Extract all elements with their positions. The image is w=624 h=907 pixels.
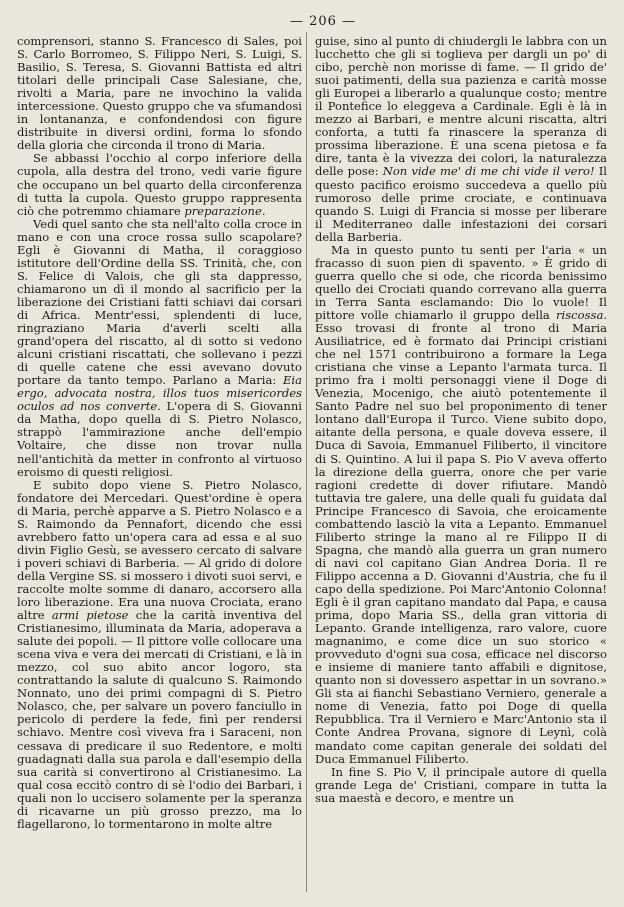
paragraph-text: . Esso trovasi di fronte al trono di Maria Ausiliatrice, ed è formato dai Principi cristiani che nel 1571 contribuirono a formare la Lega cristiana che vinse a Lepanto l'armata turca. Il primo fra i molti personaggi viene il Doge di Venezia, Mocenigo, che aiutò potentemente il Santo Padre nel suo bel proponimento di tener lontano dall'Europa il Turco. Viene subito dopo, aitante della persona, e quale doveva essere, il Duca di Savoia, Emmanuel Filiberto, il vincitore di S. Quintino. A lui il papa S. Pio V aveva offerto la direzione della guerra, onore che per varie ragioni credette di dover rifiutare. Mandò tuttavia tre galere, una delle quali fu guidata dal Principe Francesco di Savoia, che eroicamente combattendo lasciò la vita a Lepanto. Emmanuel Filiberto stringe la mano al re Filippo II di Spagna, che mandò alla guerra un gran numero di navi col capitano Gian Andrea Doria. Il re Filippo accenna a D. Giovanni d'Austria, che fu il capo della spedizione. Poi Marc'Antonio Colonna! Egli è il gran capitano mandato dal Papa, e causa prima, dopo Maria SS., della gran vittoria di Lepanto. Grande intelligenza, raro valore, cuore magnanimo, e come dice un suo storico « provveduto d'ogni sua cosa, efficace nel discorso e insieme di maniere tanto affabili e dignitose, quanto non si dovessero aspettar in un sovrano.» Gli sta ai fianchi Sebastiano Verniero, generale a nome di Venezia, fatto poi Doge di quella Repubblica. Tra il Verniero e Marc'Antonio sta il Conte Andrea Provana, signore di Leynì, colà mandato come capitan generale dei soldati del Duca Emmanuel Filiberto. <box>315 307 607 766</box>
paragraph: comprensori, stanno S. Francesco di Sales, poi S. Carlo Borromeo, S. Filippo Neri, S. Luigi, S. Basilio, S. Teresa, S. Giovanni Battista ed altri titolari delle principali Case Salesiane, che, rivolti a Maria, pare ne invochino la valida intercessione. Questo gruppo che va sfumandosi in lontananza, e confondendosi con figure distribuite in diversi ordini, forma lo sfondo della gloria che circonda il trono di Maria. <box>17 34 302 153</box>
italic-term: armi pietose <box>51 608 129 623</box>
paragraph-text: Ma in questo punto tu senti per l'aria « un fracasso di suon pien di spavento. » È grido di guerra quello che si ode, che ricorda benissimo quello dei Crociati quando correvano alla guerra in Terra Santa esclamando: Dio lo vuole! Il pittore volle chiamarlo il gruppo della <box>315 242 607 322</box>
paragraph-text: L'opera di S. Giovanni da Matha, dopo quella di S. Pietro Nolasco, strappò l'ammirazione anche dell'empio Voltaire, che disse non trovar nulla nell'antichità da metter in confronto al virtuoso eroismo di questi religiosi. <box>17 399 302 479</box>
paragraph-text: . <box>261 203 266 218</box>
paragraph: In fine S. Pio V, il principale autore di quella grande Lega de' Cristiani, compare in tutta la sua maestà e decoro, e mentre un <box>315 764 607 805</box>
paragraph <box>17 152 302 217</box>
italic-quote: Non vide me' di me chi vide il vero! <box>382 164 595 179</box>
latin-quote: Eia ergo, advocata nostra, illos tuos misericordes oculos ad nos converte. <box>17 373 302 414</box>
page-number: — 206 — <box>290 14 357 29</box>
paragraph-text: Il questo pacifico eroismo succedeva a quello più rumoroso delle prime crociate, e continuava quando S. Luigi di Francia si mosse per liberare il Mediterraneo dalle infestazioni dei corsari della Barberia. <box>315 164 607 244</box>
paragraph <box>315 35 607 244</box>
paragraph-text: che la carità inventiva del Cristianesimo, illuminata da Maria, adoperava a salute dei popoli. — Il pittore volle collocare una scena viva e vera dei mercati di Cristiani, e là in mezzo, col suo abito ancor logoro, sta contrattando la salute di qualcuno S. Raimondo Nonnato, uno dei primi compagni di S. Pietro Nolasco, che, per salvare un povero fanciullo in pericolo di perdere la fede, finì per rendersi schiavo. Mentre così viveva fra i Saraceni, non cessava di predicare il suo Redentore, e molti guadagnati dalla sua parola e dall'esempio della sua carità si convertirono al Cristianesimo. La qual cosa eccitò contro di sè l'odio dei Barbari, i quali non lo uccisero solamente per la speranza di ricavarne un più grosso prezzo, ma lo flagellarono, lo tormentarono in molte altre <box>17 608 302 831</box>
paragraph-text: Se abbassi l'occhio al corpo inferiore della cupola, alla destra del trono, vedi varie figure che occupano un bel quarto della circonferenza di tutta la cupola. Questo gruppo rappresenta ciò che potremmo chiamare <box>17 151 302 218</box>
left-column <box>17 35 302 831</box>
paragraph-text: Vedi quel santo che sta nell'alto colla croce in mano e con una croce rossa sullo scapolare? Egli è Giovanni di Matha, il coraggioso istitutore dell'Ordine della SS. Trinità, che, con S. Felice di Valois, che gli sta dappresso, chiamarono un dì il mondo al sacrificio per la liberazione dei Cristiani fatti schiavi dai corsari di Africa. Mentr'essi, splendenti di luce, ringraziano Maria d'averli scelti alla grand'opera del riscatto, al di sotto si vedono alcuni cristiani riscattati, che sollevano i pezzi di quelle catene che essi avevano dovuto portare da tanto tempo. Parlano a Maria: <box>17 216 302 388</box>
italic-term: riscossa <box>556 307 604 322</box>
paragraph-text: E subito dopo viene S. Pietro Nolasco, fondatore dei Mercedari. Quest'ordine è opera di Maria, perchè apparve a S. Pietro Nolasco e a S. Raimondo da Pennafort, dicendo che essi avrebbero fatto un'opera cara ad essa e al suo divin Figlio Gesù, se avessero cercato di salvare i poveri schiavi di Barberia. — Al grido di dolore della Vergine SS. si mossero i divoti suoi servi, e raccolte molte somme di danaro, accorsero alla loro liberazione. Era una nuova Crociata, erano altre <box>17 477 302 623</box>
italic-term: preparazione <box>184 203 262 218</box>
right-column <box>315 35 607 805</box>
column-divider <box>306 32 307 892</box>
paragraph <box>17 479 302 831</box>
paragraph <box>315 244 607 766</box>
paragraph <box>17 218 302 479</box>
paragraph-text: guise, sino al punto di chiudergli le labbra con un lucchetto che gli si toglieva per dargli un po' di cibo, perchè non morisse di fame. — Il grido de' suoi patimenti, della sua pazienza e carità mosse gli Europei a liberarlo a qualunque costo; mentre il Pontefice lo eleggeva a Cardinale. Egli è là in mezzo ai Barbari, e mentre alcuni riscatta, altri conforta, a tutti fa rinascere la speranza di prossima liberazione. È una scena pietosa e fa dire, tanta è la vivezza dei colori, la naturalezza delle pose: <box>315 34 607 179</box>
